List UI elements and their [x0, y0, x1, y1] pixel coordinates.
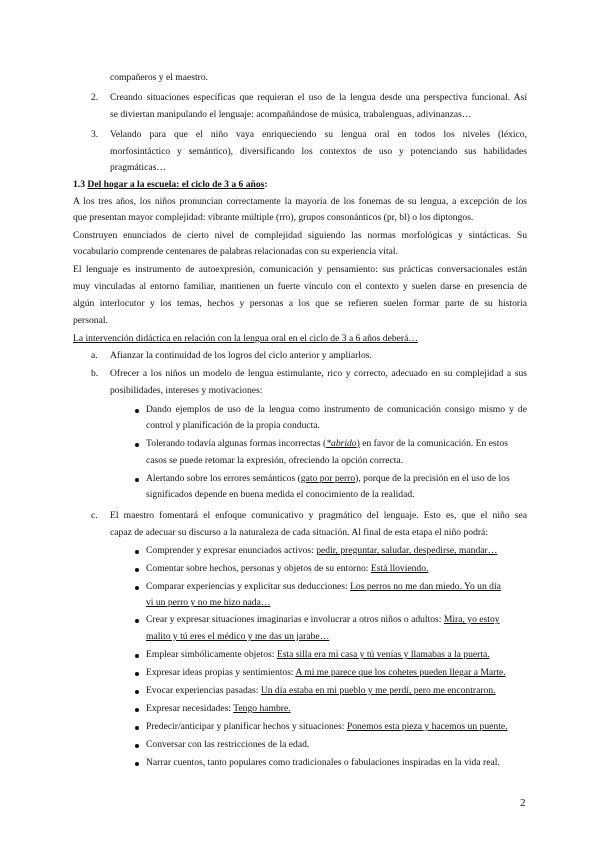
- bullet-icon: [135, 762, 139, 766]
- list-item-c9: [146, 721, 508, 733]
- paragraph-2-line-1: Construyen enunciados de cierto nivel de complejidad siguiendo las normas morfológicas y sintácticas. Su: [73, 230, 527, 241]
- list-item-b2-line-2: casos se puede retomar la expresión, ofreciendo la opción correcta.: [146, 455, 404, 466]
- bullet-icon: [135, 744, 139, 748]
- c6-example: A mí me parece que los cohetes pueden llegar a Marte.: [295, 667, 506, 678]
- c6-text: Expresar ideas propias y sentimientos:: [146, 667, 296, 678]
- c9-example: Ponemos esta pieza y hacemos un puente.: [346, 721, 508, 732]
- list-item-b3-line-2: significados depende en buena medida el conocimiento de la realidad.: [146, 489, 415, 500]
- list-item-c-line-1: El maestro fomentará el enfoque comunicativo y pragmático del lenguaje. Esto es, que el niño sea: [110, 510, 527, 521]
- list-item-2-line-2: se diviertan manipulando el lenguaje: acompañándose de música, trabalenguas, adivinanzas…: [110, 109, 472, 120]
- paragraph-2-line-2: vocabulario comprende centenares de palabras relacionadas con su experiencia vital.: [73, 246, 398, 257]
- bullet-icon: [135, 568, 139, 572]
- list-item-b-line-1: Ofrecer a los niños un modelo de lengua estimulante, rico y correcto, adecuado en su complejidad a sus: [110, 368, 527, 379]
- list-letter-a: a.: [91, 350, 98, 361]
- list-item-b3-line-1: [146, 473, 510, 485]
- c5-example: Esta silla era mi casa y tú venías y llamabas a la puerta.: [276, 649, 490, 660]
- b2-paren: ): [356, 438, 360, 449]
- list-item-c2: [146, 563, 428, 575]
- bullet-icon: [135, 478, 139, 482]
- bullet-icon: [135, 672, 139, 676]
- c1-example: pedir, preguntar, saludar, despedirse, mandar…: [316, 545, 498, 556]
- c3-example: Los perros no me dan miedo. Yo un día: [350, 581, 501, 592]
- list-item-2-line-1: Creando situaciones específicas que requieran el uso de la lengua desde una perspectiva funcional. Así: [110, 92, 527, 103]
- page-number: 2: [520, 797, 526, 809]
- intervention-intro: La intervención didáctica en relación con la lengua oral en el ciclo de 3 a 6 años deberá…: [73, 333, 418, 344]
- list-item-1-continuation: compañeros y el maestro.: [110, 72, 209, 83]
- paragraph-3-line-4: personal.: [73, 315, 108, 326]
- list-number-3: 3.: [91, 129, 99, 140]
- list-item-b1-line-2: control y planificación de la propia conducta.: [146, 420, 320, 431]
- list-item-c6: [146, 667, 506, 679]
- list-item-b1-line-1: Dando ejemplos de uso de la lengua como instrumento de comunicación consigo mismo y de: [146, 404, 527, 415]
- c3-text: Comparar experiencias y explicitar sus deducciones:: [146, 581, 351, 592]
- c9-text: Predecir/anticipar y planificar hechos y situaciones:: [146, 721, 347, 732]
- list-item-3-line-1: Velando para que el niño vaya enriqueciendo su lengua oral en todos los niveles (léxico,: [110, 129, 527, 140]
- c1-text: Comprender y expresar enunciados activos:: [146, 545, 317, 556]
- b2-text-d: en favor de la comunicación. En estos: [359, 438, 508, 449]
- b3-example: gato por perro: [300, 473, 356, 484]
- c4-example: Mira, yo estoy: [443, 614, 500, 625]
- list-item-c3-line-1: [146, 581, 501, 593]
- bullet-icon: [135, 550, 139, 554]
- bullet-icon: [135, 586, 139, 590]
- paragraph-3-line-2: muy vinculadas al entorno familiar, mantienen un fuerte vínculo con el contexto y suelen darse en presencia de: [73, 281, 527, 292]
- list-letter-b: b.: [91, 368, 99, 379]
- c2-example: Está lloviendo.: [370, 563, 429, 574]
- list-item-c3-line-2: vi un perro y no me hizo nada…: [146, 597, 271, 608]
- section-heading-colon: :: [264, 179, 268, 190]
- section-heading-title-b: : el ciclo de 3 a 6 años: [176, 179, 265, 190]
- bullet-icon: [135, 708, 139, 712]
- paragraph-3-line-3: algún interlocutor y los temas, hechos y personas a los que se refieren suelen formar parte de su historia: [73, 298, 527, 309]
- list-item-b2-line-1: [146, 438, 508, 450]
- paragraph-3-line-1: El lenguaje es instrumento de autoexpresión, comunicación y pensamiento: sus prácticas conversacionales están: [73, 264, 527, 275]
- bullet-icon: [135, 443, 139, 447]
- b2-text-a: Tolerando todavía algunas formas incorrectas (: [146, 438, 327, 449]
- bullet-icon: [135, 409, 139, 413]
- paragraph-1-line-1: A los tres años, los niños pronuncian correctamente la mayoría de los fonemas de su lengua, a excepción de los: [73, 196, 527, 207]
- b3-text-a: Alertando sobre los errores semánticos (: [146, 473, 301, 484]
- b2-example: *abrido: [326, 438, 357, 449]
- list-item-3-line-2: morfosintáctico y semántico), diversificando los contextos de uso y potenciando sus habilidades: [110, 146, 527, 157]
- list-item-3-line-3: pragmáticas…: [110, 162, 166, 173]
- list-item-c5: [146, 649, 490, 661]
- list-item-c10: Conversar con las restricciones de la edad.: [146, 739, 310, 750]
- c5-text: Emplear simbólicamente objetos:: [146, 649, 277, 660]
- list-item-c7: [146, 685, 496, 697]
- list-item-c-line-2: capaz de adecuar su discurso a la naturaleza de cada situación. Al final de esta etapa el niño podrá:: [110, 527, 488, 538]
- list-item-a: Afianzar la continuidad de los logros del ciclo anterior y ampliarlos.: [110, 350, 372, 361]
- list-item-c8: [146, 703, 291, 715]
- list-item-c4-line-1: [146, 614, 500, 626]
- c7-text: Evocar experiencias pasadas:: [146, 685, 261, 696]
- bullet-icon: [135, 654, 139, 658]
- list-letter-c: c.: [91, 510, 98, 521]
- c2-text: Comentar sobre hechos, personas y objetos de su entorno:: [146, 563, 371, 574]
- list-item-b-line-2: posibilidades, intereses y motivaciones:: [110, 385, 263, 396]
- bullet-icon: [135, 690, 139, 694]
- bullet-icon: [135, 619, 139, 623]
- list-item-c4-line-2: malito y tú eres el médico y me das un jarabe…: [146, 631, 330, 642]
- bullet-icon: [135, 726, 139, 730]
- b3-text-c: ), porque de la precisión en el uso de los: [355, 473, 510, 484]
- section-heading-title-a: Del hogar a la escuela: [87, 179, 177, 190]
- paragraph-1-line-2: que presentan mayor complejidad: vibrante múltiple (rro), grupos consonánticos (pr, bl) o los diptongos.: [73, 212, 474, 223]
- c8-text: Expresar necesidades:: [146, 703, 234, 714]
- c8-example: Tengo hambre.: [233, 703, 291, 714]
- list-number-2: 2.: [91, 92, 99, 103]
- list-item-c1: [146, 545, 497, 557]
- section-heading: [73, 179, 268, 191]
- list-item-c11: Narrar cuentos, tanto populares como tradicionales o fabulaciones inspiradas en la vida real.: [146, 757, 500, 768]
- section-heading-number: 1.3: [73, 179, 88, 190]
- c7-example: Un día estaba en mi pueblo y me perdí, pero me encontraron.: [260, 685, 496, 696]
- c4-text: Crear y expresar situaciones imaginarias e involucrar a otros niños o adultos:: [146, 614, 444, 625]
